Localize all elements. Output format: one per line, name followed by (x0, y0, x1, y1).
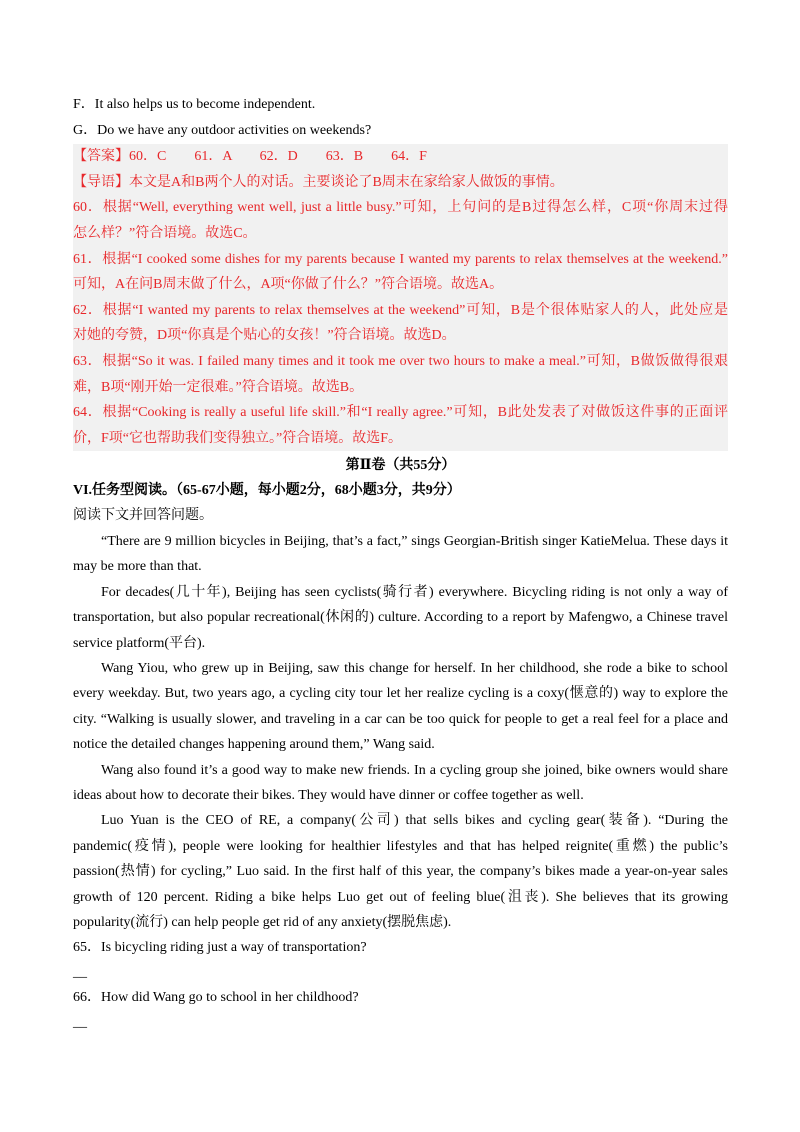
explanation-61 (73, 247, 728, 298)
section-title: 第Ⅱ卷（共55分） (345, 458, 456, 474)
answer-line: 【答案】60．C 61．A 62．D 63．B 64．F (73, 149, 427, 165)
explanation-62 (73, 298, 728, 349)
answer-box (73, 144, 728, 451)
passage-paragraph: Wang also found it’s a good way to make new friends. In a cycling group she joined, bike owners would share ideas about how to decorate their bikes. They would have dinner or coffee together as well. (73, 762, 728, 803)
explanation-line: 64．根据“Cooking is really a useful life skill.”和“I really agree.”可知，B此处发表了对做饭这件事的正面评 (73, 405, 728, 421)
explanation-line: 价，F项“它也帮助我们变得独立。”符合语境。故选F。 (73, 430, 402, 446)
content-area (73, 92, 728, 1035)
explanation-60 (73, 195, 728, 246)
answer-blank-65[interactable]: __ (73, 965, 87, 981)
explanation-line: 60．根据“Well, everything went well, just a little busy.”可知，上句问的是B过得怎么样，C项“你周末过得 (73, 200, 728, 216)
answer-blank-66[interactable]: __ (73, 1015, 87, 1031)
explanation-line: 61．根据“I cooked some dishes for my parents because I wanted my parents to relax themselves at the weekend.” (73, 251, 728, 267)
explanation-64 (73, 400, 728, 451)
explanation-line: 可知，A在问B周末做了什么，A项“你做了什么？”符合语境。故选A。 (73, 277, 504, 293)
passage-paragraph: For decades(几十年), Beijing has seen cyclists(骑行者) everywhere. Bicycling riding is not only a way of transportation, but also popular recreational(休闲的) culture. According to a report by Mafengwo, a Chinese travel service platform(平台). (73, 584, 728, 651)
explanation-line: 63．根据“So it was. I failed many times and it took me over two hours to make a meal.”可知，B做饭做得很艰 (73, 353, 728, 369)
passage-paragraph: Wang Yiou, who grew up in Beijing, saw this change for herself. In her childhood, she rode a bike to school every weekday. But, two years ago, a cycling city tour let her realize cycling is a coxy(惬意的) way to explore the city. “Walking is usually slower, and traveling in a car can be too quick for people to get a real feel for a place and notice the detailed changes happening around them,” Wang said. (73, 660, 728, 753)
passage-paragraph: “There are 9 million bicycles in Beijing, that’s a fact,” sings Georgian-British singer KatieMelua. These days it may be more than that. (73, 533, 728, 575)
explanation-63 (73, 349, 728, 400)
question-66: 66．How did Wang go to school in her childhood? (73, 990, 359, 1006)
option-f: F．It also helps us to become independent. (73, 97, 316, 112)
passage-paragraph: Luo Yuan is the CEO of RE, a company(公司) that sells bikes and cycling gear(装备). “During the pandemic(疫情), people were looking for healthier lifestyles and that has helped reignite(重燃) the public’s passion(热情) for cycling,” Luo said. In the first half of this year, the company’s bikes made a year-on-year sales growth of 120 percent. Riding a bike helps Luo get out of feeling blue(沮丧). She believes that its growing popularity(流行) can help people get rid of any anxiety(摆脱焦虑). (73, 813, 728, 930)
guide-line: 【导语】本文是A和B两个人的对话。主要谈论了B周末在家给家人做饭的事情。 (73, 174, 564, 190)
option-g: G．Do we have any outdoor activities on weekends? (73, 122, 372, 138)
question-65: 65．Is bicycling riding just a way of transportation? (73, 940, 367, 956)
explanation-line: 难，B项“刚开始一定很难。”符合语境。故选B。 (73, 379, 364, 395)
instruction: 阅读下文并回答问题。 (73, 508, 213, 524)
task-title: VI.任务型阅读。（65-67小题，每小题2分，68小题3分，共9分） (73, 483, 461, 499)
explanation-line: 62．根据“I wanted my parents to relax themselves at the weekend”可知，B是个很体贴家人的人，此处应是 (73, 302, 728, 318)
explanation-line: 怎么样？”符合语境。故选C。 (73, 225, 257, 241)
explanation-line: 对她的夸赞，D项“你真是个贴心的女孩！”符合语境。故选D。 (73, 328, 456, 344)
